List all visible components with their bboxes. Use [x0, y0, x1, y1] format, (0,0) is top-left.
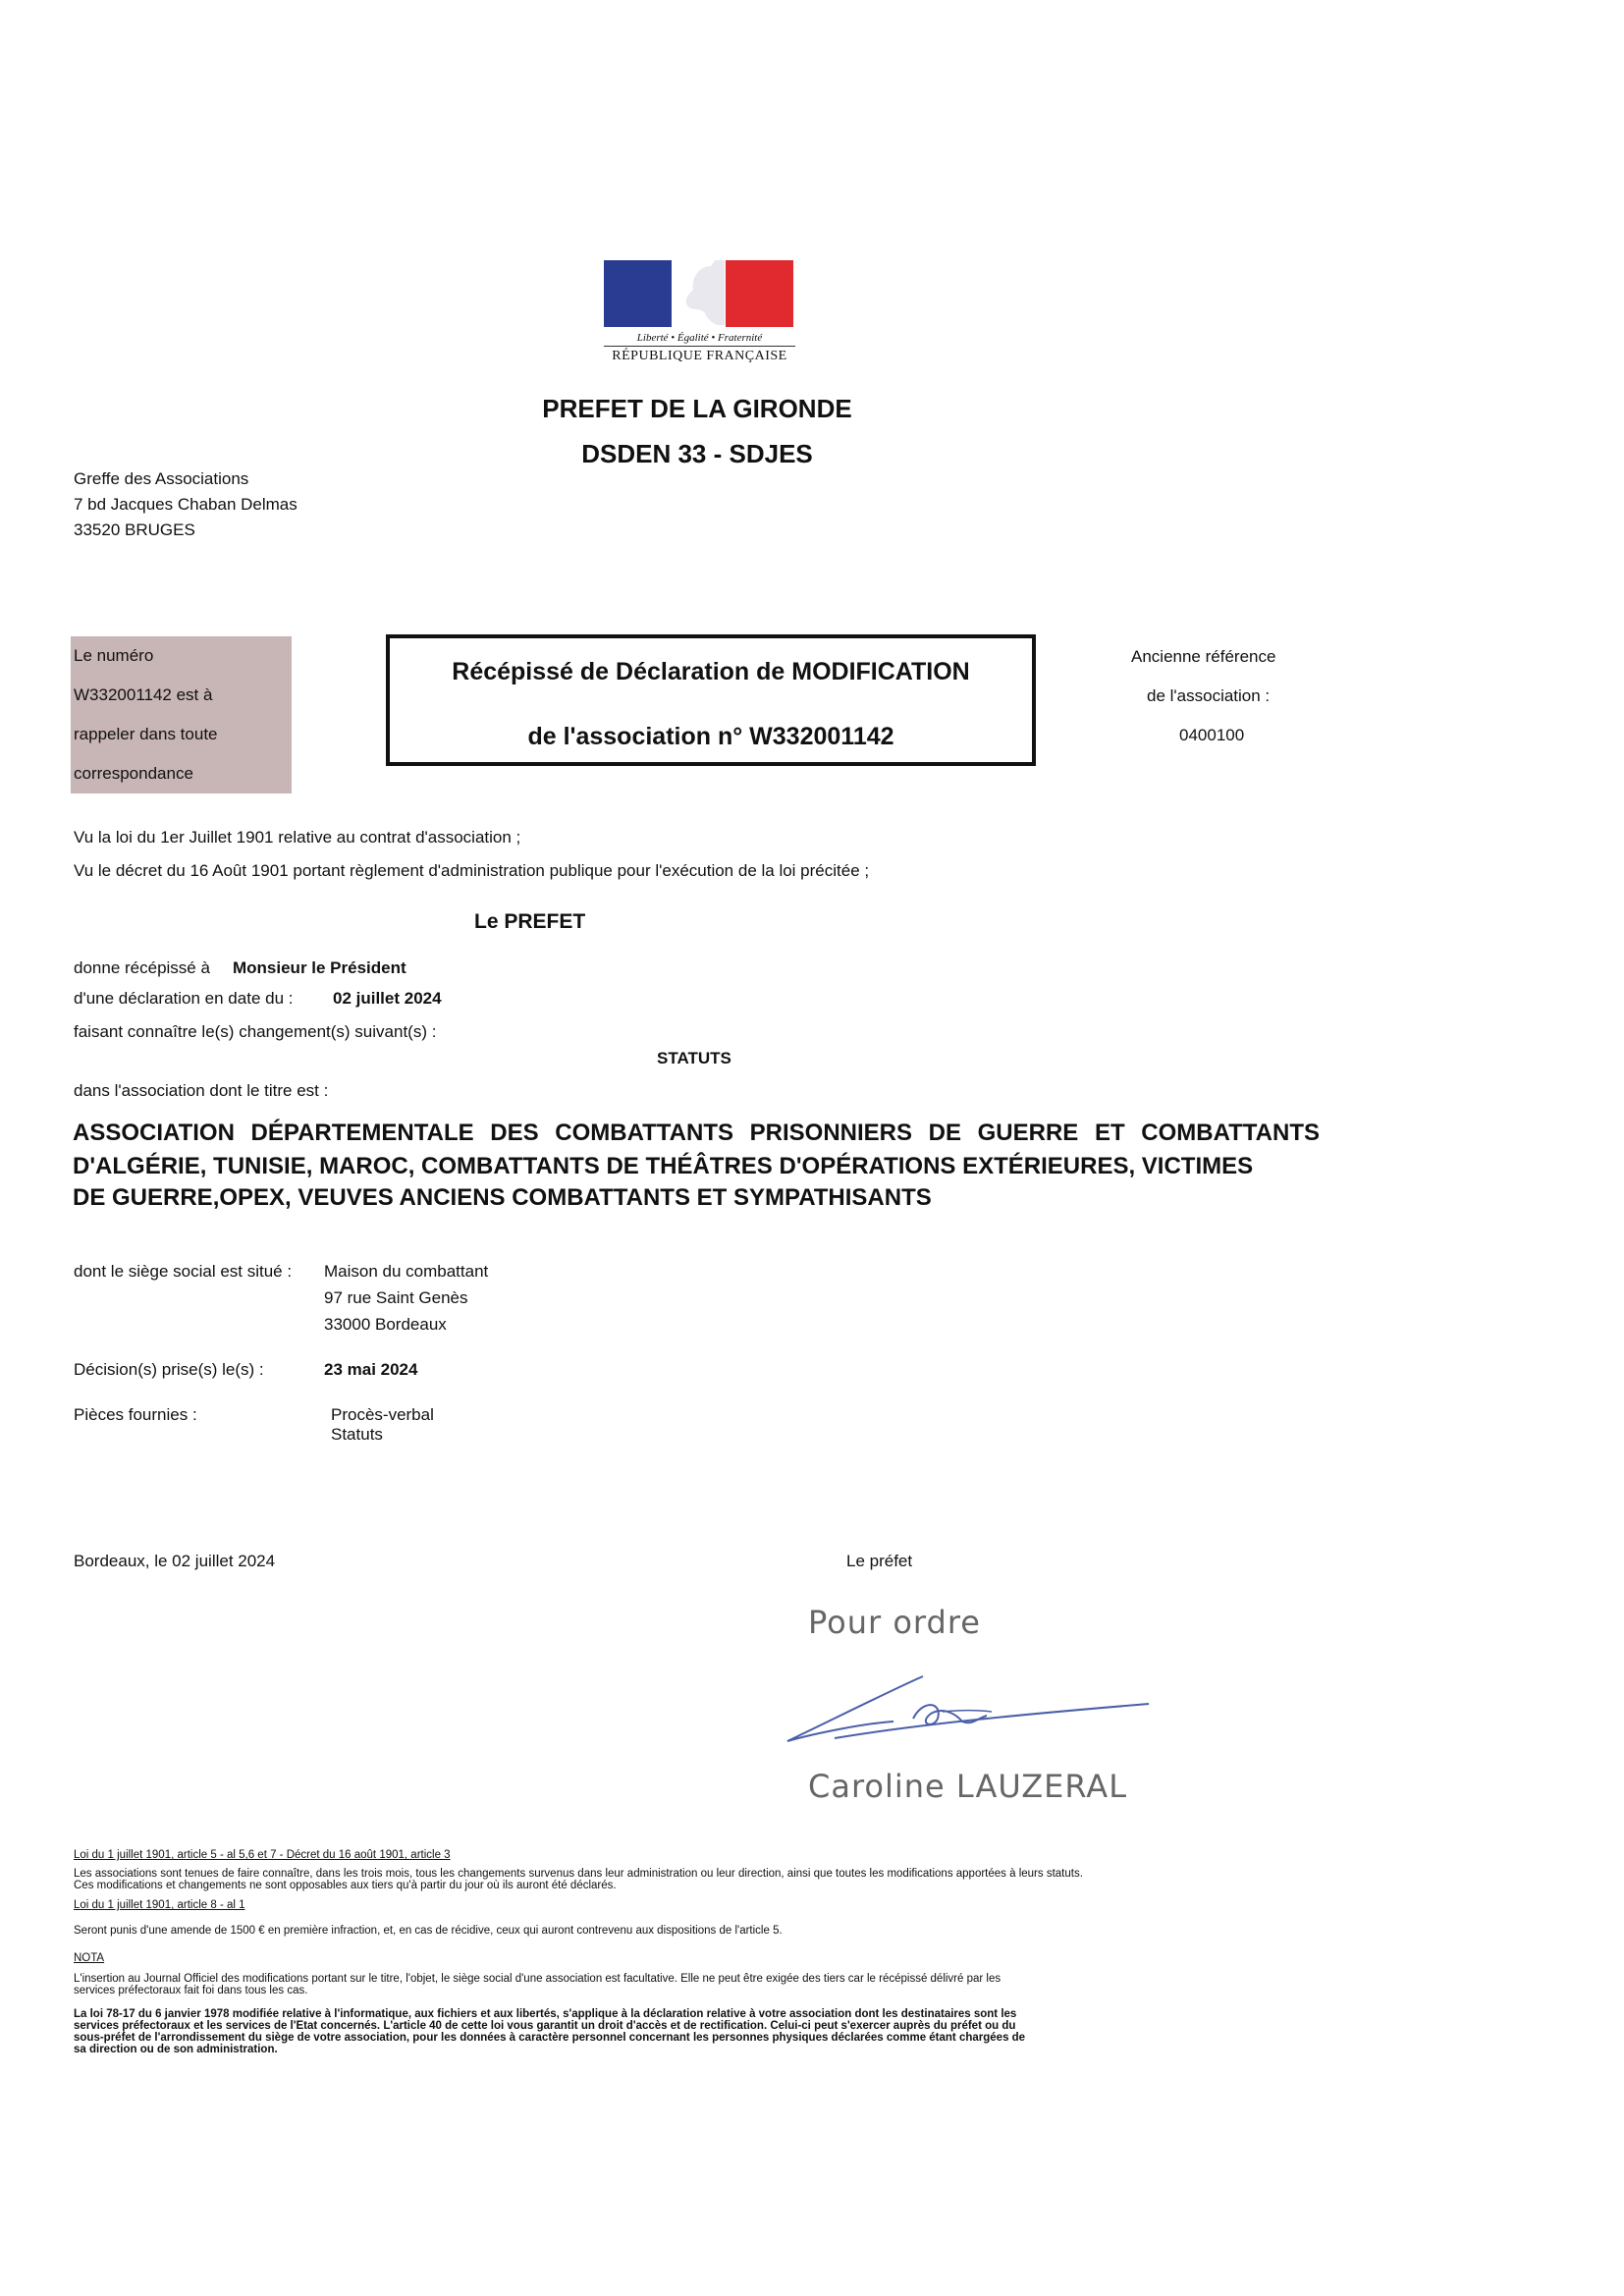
- place-and-date: Bordeaux, le 02 juillet 2024: [74, 1552, 276, 1570]
- nota-title: NOTA: [74, 1952, 105, 1964]
- old-reference-label-2: de l'association :: [1147, 686, 1271, 705]
- old-reference-value: 0400100: [1179, 726, 1245, 744]
- logo-rule: [604, 346, 795, 347]
- association-title-line-2: D'ALGÉRIE, TUNISIE, MAROC, COMBATTANTS DE THÉÂTRES D'OPÉRATIONS EXTÉRIEURES, VICTIMES: [73, 1153, 1254, 1179]
- address-line-1: Greffe des Associations: [74, 469, 249, 488]
- handwritten-signature: [776, 1665, 1159, 1753]
- legal-reference-1: Vu la loi du 1er Juillet 1901 relative au contrat d'association ;: [74, 828, 521, 847]
- association-title-label: dans l'association dont le titre est :: [74, 1081, 329, 1100]
- address-line-3: 33520 BRUGES: [74, 520, 195, 539]
- donne-value: Monsieur le Président: [233, 958, 406, 977]
- reference-line-2: W332001142 est à: [74, 685, 213, 704]
- decision-value: 23 mai 2024: [324, 1360, 418, 1379]
- siege-line-3: 33000 Bordeaux: [324, 1315, 447, 1334]
- receipt-title-line-1: Récépissé de Déclaration de MODIFICATION: [452, 658, 970, 685]
- declaration-date-label: d'une déclaration en date du :: [74, 989, 294, 1008]
- cnil-text-2: services préfectoraux et les services de l'Etat concernés. L'article 40 de cette loi vous garantit un droit d'accès et de rectification. Celui-ci peut s'exercer auprès du préfet ou du: [74, 2020, 1016, 2032]
- le-prefet-heading: Le PREFET: [474, 910, 586, 933]
- cnil-text-3: sous-préfet de l'arrondissement du siège de votre association, pour les données à caractère personnel concernant les personnes physiques déclarées comme étant chargées de: [74, 2032, 1026, 2044]
- reference-line-3: rappeler dans toute: [74, 725, 218, 743]
- law1-text-2: Ces modifications et changements ne sont opposables aux tiers qu'à partir du jour où ils auront été déclarés.: [74, 1880, 617, 1891]
- nota-text-1: L'insertion au Journal Officiel des modifications portant sur le titre, l'objet, le siège social d'une association est facultative. Elle ne peut être exigée des tiers car le récépissé délivré par les: [74, 1973, 1001, 1985]
- declaration-date-value: 02 juillet 2024: [333, 989, 442, 1008]
- legal-reference-2: Vu le décret du 16 Août 1901 portant règlement d'administration publique pour l'exécution de la loi précitée ;: [74, 861, 870, 880]
- republic-name: RÉPUBLIQUE FRANÇAISE: [612, 349, 787, 363]
- pieces-item-2: Statuts: [331, 1425, 383, 1444]
- receipt-title-box: [386, 634, 1036, 766]
- law2-title: Loi du 1 juillet 1901, article 8 - al 1: [74, 1899, 245, 1911]
- old-reference-label-1: Ancienne référence: [1131, 647, 1276, 666]
- association-title-line-1: ASSOCIATION DÉPARTEMENTALE DES COMBATTANTS PRISONNIERS DE GUERRE ET COMBATTANTS: [73, 1120, 1320, 1146]
- signatory-name-stamp: Caroline LAUZERAL: [808, 1768, 1128, 1805]
- reference-line-1: Le numéro: [74, 646, 154, 665]
- siege-label: dont le siège social est situé :: [74, 1262, 293, 1281]
- marianne-profile-icon: [672, 260, 725, 327]
- signatory-role: Le préfet: [846, 1552, 913, 1570]
- reference-line-4: correspondance: [74, 764, 193, 783]
- siege-line-1: Maison du combattant: [324, 1262, 489, 1281]
- law2-text: Seront punis d'une amende de 1500 € en première infraction, et, en cas de récidive, ceux qui auront contrevenu aux dispositions de l'article 5.: [74, 1925, 783, 1937]
- prefecture-title: PREFET DE LA GIRONDE: [542, 394, 852, 423]
- pieces-item-1: Procès-verbal: [331, 1405, 434, 1424]
- law1-title: Loi du 1 juillet 1901, article 5 - al 5,6 et 7 - Décret du 16 août 1901, article 3: [74, 1849, 451, 1861]
- changes-label: faisant connaître le(s) changement(s) suivant(s) :: [74, 1022, 437, 1041]
- pour-ordre-stamp: Pour ordre: [808, 1604, 981, 1641]
- address-line-2: 7 bd Jacques Chaban Delmas: [74, 495, 298, 514]
- decision-label: Décision(s) prise(s) le(s) :: [74, 1360, 264, 1379]
- reference-reminder-box: [71, 636, 292, 793]
- law1-text-1: Les associations sont tenues de faire connaître, dans les trois mois, tous les changements survenus dans leur administration ou leur direction, ainsi que toutes les modifications apportées à leurs statuts.: [74, 1868, 1083, 1880]
- association-title-line-3: DE GUERRE,OPEX, VEUVES ANCIENS COMBATTANTS ET SYMPATHISANTS: [73, 1184, 932, 1211]
- marianne-logo: [604, 260, 795, 364]
- service-title: DSDEN 33 - SDJES: [581, 439, 813, 468]
- pieces-label: Pièces fournies :: [74, 1405, 197, 1424]
- receipt-title-line-2: de l'association n° W332001142: [527, 723, 894, 750]
- nota-text-2: services préfectoraux fait foi dans tous les cas.: [74, 1985, 308, 1996]
- cnil-text-4: sa direction ou de son administration.: [74, 2044, 278, 2055]
- changes-value: STATUTS: [657, 1049, 731, 1067]
- republic-motto: Liberté • Égalité • Fraternité: [636, 332, 763, 344]
- cnil-text-1: La loi 78-17 du 6 janvier 1978 modifiée relative à l'informatique, aux fichiers et aux libertés, s'applique à la déclaration relative à votre association dont les destinataires sont les: [74, 2008, 1017, 2020]
- siege-line-2: 97 rue Saint Genès: [324, 1288, 468, 1307]
- tricolor-flag: [604, 260, 793, 327]
- donne-label: donne récépissé à: [74, 958, 210, 977]
